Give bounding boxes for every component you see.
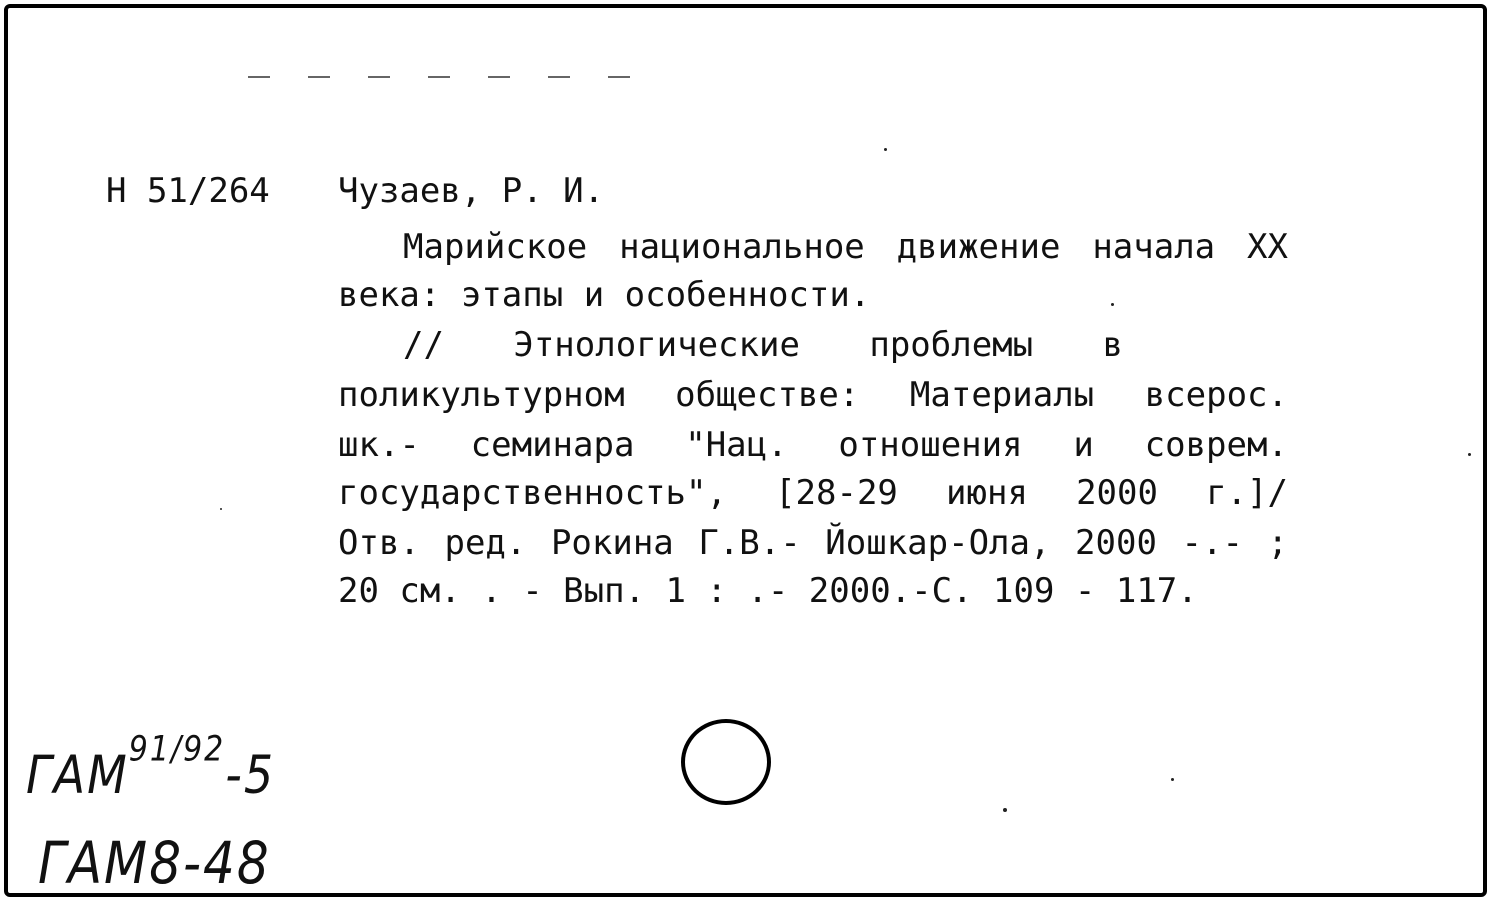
word: отношения	[838, 425, 1023, 465]
word: //	[403, 325, 444, 365]
word: проблемы	[869, 325, 1034, 365]
word: ред.	[444, 523, 527, 563]
speck	[1111, 303, 1114, 306]
word: семинара	[470, 425, 635, 465]
word: Г.В.-	[698, 523, 801, 563]
word: Отв.	[338, 523, 420, 563]
word: "Нац.	[685, 425, 788, 465]
word: движение	[896, 227, 1061, 267]
word: г.]/	[1206, 473, 1288, 513]
description-line-2	[338, 275, 1288, 315]
description-line-7	[338, 523, 1288, 563]
word: 2000	[1075, 523, 1157, 563]
description-line-1	[403, 227, 1288, 267]
word: Этнологические	[513, 325, 800, 365]
word: и	[1073, 425, 1094, 465]
handwritten-prefix: ГАМ	[26, 743, 129, 806]
word: всерос.	[1144, 375, 1288, 415]
description-line-3	[403, 325, 1123, 365]
handwritten-superscript: 91/92	[128, 729, 226, 770]
word: века:	[338, 275, 441, 315]
word: Йошкар-Ола,	[825, 523, 1051, 563]
author-name: Чузаев, Р. И.	[338, 171, 605, 211]
word: особенности.	[624, 275, 871, 315]
call-number: Н 51/264	[106, 171, 270, 211]
description-line-5	[338, 425, 1288, 465]
handwritten-note-1	[26, 729, 276, 806]
description-line-4	[338, 375, 1288, 415]
word: обществе:	[675, 375, 860, 415]
speck	[1171, 778, 1174, 781]
word: государственность",	[338, 473, 727, 513]
punch-hole	[681, 719, 771, 805]
speck	[1468, 453, 1471, 456]
word: июня	[946, 473, 1028, 513]
word: -.-	[1181, 523, 1243, 563]
word: поликультурном	[338, 375, 625, 415]
word: в	[1102, 325, 1123, 365]
word: Марийское	[403, 227, 588, 267]
speck	[1003, 808, 1007, 812]
faint-dashed-line	[248, 76, 648, 78]
handwritten-suffix: -5	[225, 743, 276, 806]
word: шк.-	[338, 425, 420, 465]
word: Рокина	[550, 523, 674, 563]
word: этапы	[460, 275, 564, 315]
word: и	[583, 275, 605, 315]
word: начала	[1092, 227, 1216, 267]
handwritten-note-2: ГАМ8-48	[38, 830, 271, 897]
word: 20 см. . - Вып. 1 : .- 2000.-С. 109 - 117.	[338, 571, 1198, 611]
word: XX	[1247, 227, 1288, 267]
description-line-6	[338, 473, 1288, 513]
word: 2000	[1076, 473, 1158, 513]
word: национальное	[619, 227, 865, 267]
catalog-card	[4, 4, 1487, 897]
word: соврем.	[1144, 425, 1288, 465]
word: [28-29	[775, 473, 898, 513]
description-line-8	[338, 571, 1288, 611]
speck	[884, 148, 887, 151]
word: Материалы	[909, 375, 1095, 415]
word: ;	[1267, 523, 1288, 563]
speck	[220, 508, 222, 510]
